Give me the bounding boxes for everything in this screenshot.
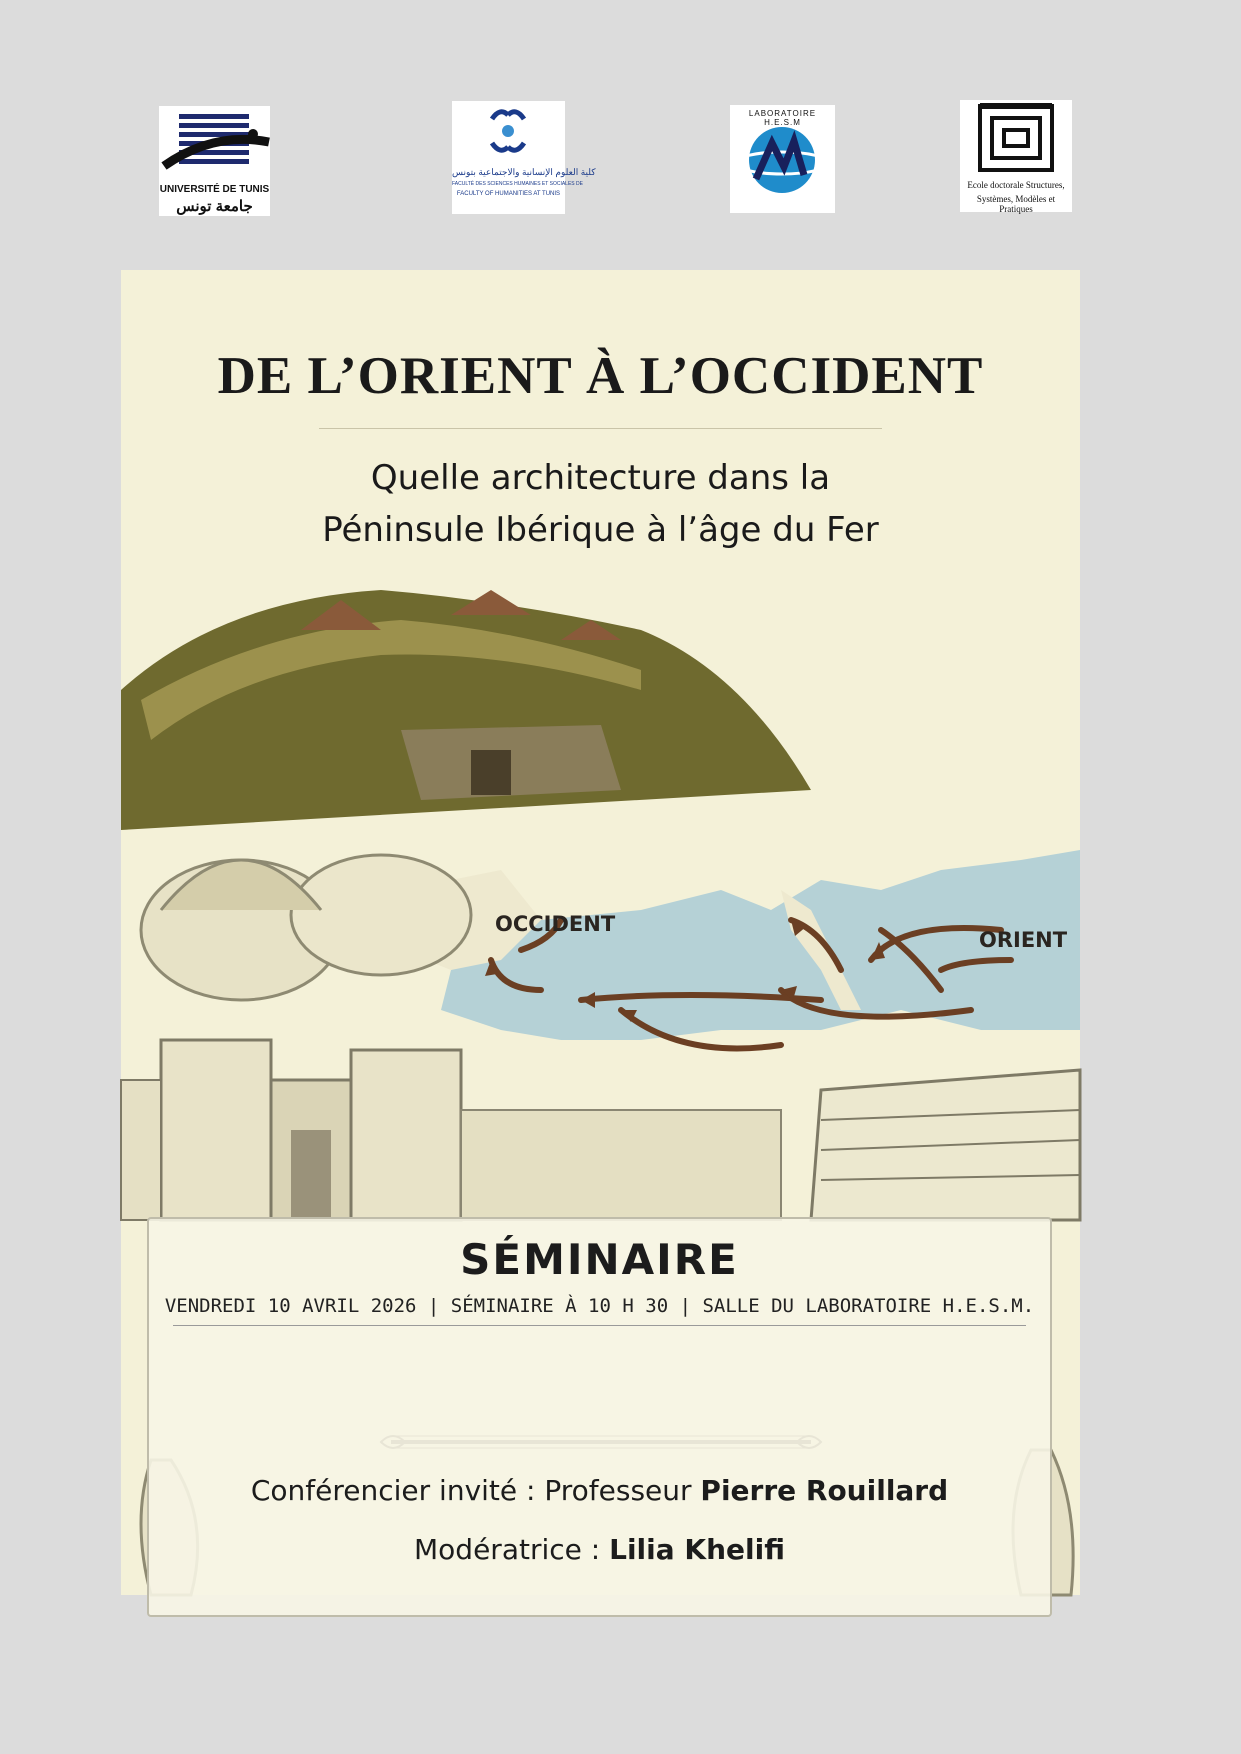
title-divider	[319, 428, 882, 429]
logo-caption-line1: Ecole doctorale Structures,	[967, 180, 1065, 190]
logo-caption: LABORATOIRE H.E.S.M	[748, 109, 817, 127]
laboratoire-hesm-logo	[730, 105, 835, 213]
faculte-emblem	[452, 101, 565, 165]
wall-left	[121, 1080, 161, 1220]
seminar-poster	[121, 270, 1080, 1595]
fortress-tower-right	[351, 1050, 461, 1220]
fortress-tower-left	[161, 1040, 271, 1220]
moderator-name: Lilia Khelifi	[609, 1533, 785, 1566]
speaker-name: Pierre Rouillard	[700, 1474, 949, 1507]
speaker-line	[149, 1474, 1050, 1507]
poster-title: DE L’ORIENT À L’OCCIDENT	[217, 347, 984, 405]
logo-caption-ar: كلية العلوم الإنسانية والاجتماعية بتونس	[452, 167, 596, 177]
map-label-occident: OCCIDENT	[495, 912, 616, 936]
faculte-logo	[452, 101, 596, 214]
poster-subtitle	[121, 452, 1080, 556]
logo-caption-en: FACULTY OF HUMANITIES AT TUNIS	[456, 191, 561, 197]
fortress-door	[291, 1130, 331, 1220]
round-hut-roof	[161, 860, 321, 910]
wall-center	[461, 1110, 781, 1220]
speaker-prefix: Conférencier invité : Professeur	[250, 1474, 701, 1507]
moderator-prefix: Modératrice :	[414, 1533, 610, 1566]
universite-de-tunis-emblem	[159, 106, 270, 184]
hesm-globe-emblem	[730, 105, 835, 205]
ecole-doctorale-logo	[960, 100, 1072, 212]
subtitle-line-2: Péninsule Ibérique à l’âge du Fer	[322, 510, 879, 550]
map-label-orient: ORIENT	[979, 928, 1068, 952]
seminar-divider	[173, 1325, 1026, 1326]
seminar-title: SÉMINAIRE	[460, 1235, 739, 1284]
universite-de-tunis-logo	[159, 106, 270, 216]
seminar-info-panel	[147, 1217, 1052, 1617]
citadel-gate	[471, 750, 511, 795]
logo-caption-fr: UNIVERSITÉ DE TUNIS	[159, 184, 270, 195]
logo-caption-line2: Systèmes, Modèles et Pratiques	[976, 194, 1056, 214]
logo-caption-ar: جامعة تونس	[176, 198, 253, 215]
seminar-details: VENDREDI 10 AVRIL 2026 | SÉMINAIRE À 10 H 30 | SALLE DU LABORATOIRE H.E.S.M.	[164, 1295, 1035, 1317]
subtitle-line-1: Quelle architecture dans la	[370, 458, 831, 498]
logo-caption-fr: FACULTÉ DES SCIENCES HUMAINES ET SOCIALES DE	[452, 181, 583, 187]
ecole-doctorale-emblem	[960, 100, 1072, 176]
moderator-line	[149, 1533, 1050, 1566]
round-hut-right	[291, 855, 471, 975]
